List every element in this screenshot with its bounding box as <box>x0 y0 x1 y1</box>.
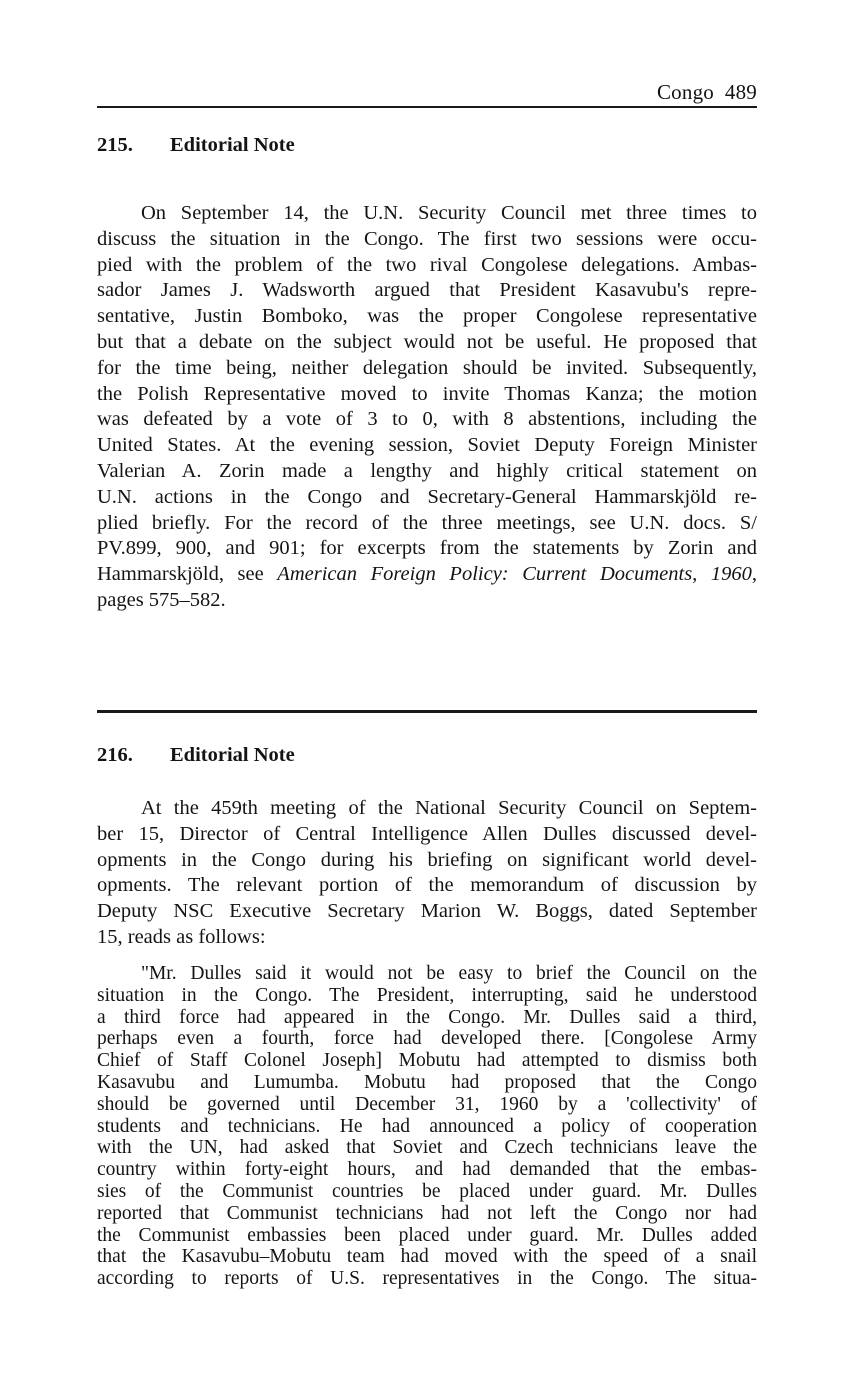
quoted-memorandum <box>97 963 757 1290</box>
text-line: U.N. actions in the Congo and Secretary-General Hammarskjöld re- <box>97 485 757 508</box>
note-heading-215 <box>97 134 295 157</box>
text-line: was defeated by a vote of 3 to 0, with 8 abstentions, including the <box>97 408 757 431</box>
text-line: Deputy NSC Executive Secretary Marion W. Boggs, dated September <box>97 900 757 923</box>
quote-line: should be governed until December 31, 1960 by a 'collectivity' of <box>97 1093 757 1115</box>
publication-title: American Foreign Policy: Current Documents, 1960, <box>277 563 757 586</box>
text-line: discuss the situation in the Congo. The first two sessions were occu- <box>97 227 757 250</box>
quote-line: sies of the Communist countries be placed under guard. Mr. Dulles <box>97 1180 757 1202</box>
quote-line: a third force had appeared in the Congo. Mr. Dulles said a third, <box>97 1006 757 1028</box>
quote-line: according to reports of U.S. representatives in the Congo. The situa- <box>97 1268 757 1290</box>
text-line: At the 459th meeting of the National Security Council on Septem- <box>141 797 757 819</box>
text-line: the Polish Representative moved to invite Thomas Kanza; the motion <box>97 382 757 405</box>
quote-line: situation in the Congo. The President, interrupting, said he understood <box>97 984 757 1006</box>
note-title: Editorial Note <box>170 744 295 766</box>
quote-line: with the UN, had asked that Soviet and Czech technicians leave the <box>97 1137 757 1159</box>
text-line: sentative, Justin Bomboko, was the proper Congolese representative <box>97 305 757 328</box>
quote-line: Kasavubu and Lumumba. Mobutu had proposed that the Congo <box>97 1071 757 1093</box>
note-heading-216 <box>97 744 295 767</box>
quote-line: reported that Communist technicians had not left the Congo nor had <box>97 1202 757 1224</box>
note-title: Editorial Note <box>170 134 295 156</box>
quote-line: Chief of Staff Colonel Joseph] Mobutu had attempted to dismiss both <box>97 1050 757 1072</box>
text-line: pied with the problem of the two rival Congolese delegations. Ambas- <box>97 253 757 276</box>
text-line: but that a debate on the subject would not be useful. He proposed that <box>97 330 757 353</box>
text-line: 15, reads as follows: <box>97 925 266 948</box>
note-216-body <box>97 796 757 951</box>
text-line: pages 575–582. <box>97 588 226 611</box>
text-line: Valerian A. Zorin made a lengthy and highly critical statement on <box>97 459 757 482</box>
quote-line: the Communist embassies been placed under guard. Mr. Dulles added <box>97 1224 757 1246</box>
running-head <box>657 80 757 105</box>
text-line: opments. The relevant portion of the memorandum of discussion by <box>97 874 757 897</box>
text-line: United States. At the evening session, Soviet Deputy Foreign Minister <box>97 434 757 457</box>
text-line: PV.899, 900, and 901; for excerpts from the statements by Zorin and <box>97 537 757 560</box>
page-number: 489 <box>724 80 757 104</box>
header-rule <box>97 106 757 108</box>
section-divider <box>97 710 757 713</box>
text-line <box>97 562 757 588</box>
note-number: 216. <box>97 744 133 766</box>
quote-line: that the Kasavubu–Mobutu team had moved with the speed of a snail <box>97 1246 757 1268</box>
quote-line: "Mr. Dulles said it would not be easy to brief the Council on the <box>141 963 757 984</box>
quote-line: perhaps even a fourth, force had developed there. [Congolese Army <box>97 1028 757 1050</box>
running-head-section: Congo <box>656 80 714 104</box>
quote-line: students and technicians. He had announced a policy of cooperation <box>97 1115 757 1137</box>
note-215-body <box>97 201 757 614</box>
text-fragment: Hammarskjöld, see <box>97 563 278 586</box>
text-line: On September 14, the U.N. Security Council met three times to <box>141 202 757 224</box>
text-line: ber 15, Director of Central Intelligence Allen Dulles discussed devel- <box>97 822 757 845</box>
text-line: plied briefly. For the record of the three meetings, see U.N. docs. S/ <box>97 511 757 534</box>
text-line: opments in the Congo during his briefing on significant world devel- <box>97 848 757 871</box>
text-line: for the time being, neither delegation should be invited. Subsequently, <box>97 356 757 379</box>
text-line: sador James J. Wadsworth argued that President Kasavubu's repre- <box>97 279 757 302</box>
quote-line: country within forty-eight hours, and had demanded that the embas- <box>97 1159 757 1181</box>
note-number: 215. <box>97 134 133 156</box>
